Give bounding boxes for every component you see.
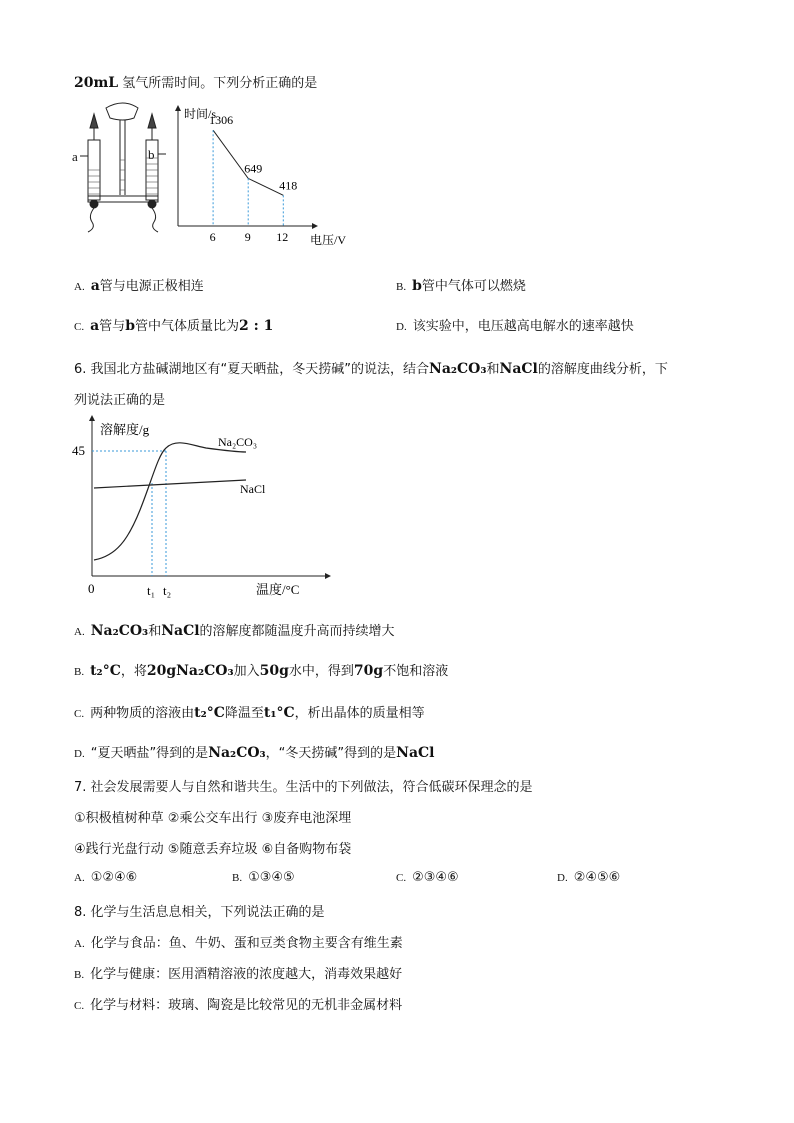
x-tick-12: 12 [276, 230, 289, 244]
q6-option-c[interactable]: C. 两种物质的溶液由t₂°C降温至t₁°C，析出晶体的质量相等 [74, 705, 425, 721]
apparatus-label-b: b [148, 147, 155, 162]
q5-option-b[interactable]: B. b管中气体可以燃烧 [396, 278, 526, 294]
q5-option-d[interactable]: D. 该实验中，电压越高电解水的速率越快 [396, 319, 634, 334]
q5-option-c[interactable]: C. a管与b管中气体质量比为2 : 1 [74, 318, 274, 334]
q7-items-line2: ④践行光盘行动 ⑤随意丢弃垃圾 ⑥自备购物布袋 [74, 842, 352, 857]
solubility-y-tick-45: 45 [72, 443, 85, 458]
nacl-curve [94, 480, 246, 488]
series-label-na2co3: Na₂CO₃ [218, 435, 258, 449]
q6-option-b[interactable]: B. t₂°C，将20gNa₂CO₃加入50g水中，得到70g不饱和溶液 [74, 663, 449, 679]
point-label-649: 649 [244, 161, 263, 176]
apparatus-label-a: a [72, 149, 78, 164]
q8-option-c[interactable]: C. 化学与材料：玻璃、陶瓷是比较常见的无机非金属材料 [74, 998, 403, 1013]
graph-x-label: 电压/V [310, 233, 347, 247]
q8-option-a[interactable]: A. 化学与食品：鱼、牛奶、蛋和豆类食物主要含有维生素 [74, 936, 403, 951]
na2co3-curve [94, 443, 246, 560]
q8-stem: 8. 化学与生活息息相关，下列说法正确的是 [74, 905, 325, 920]
point-label-1306: 1306 [209, 113, 234, 128]
x-tick-6: 6 [209, 230, 216, 244]
electrolysis-apparatus-figure [68, 100, 178, 235]
q8-option-b[interactable]: B. 化学与健康：医用酒精溶液的浓度越大，消毒效果越好 [74, 967, 403, 982]
q7-option-c[interactable]: C. ②③④⑥ [396, 870, 459, 885]
solubility-t1: t₁ [147, 583, 156, 598]
q6-option-d[interactable]: D. “夏天晒盐”得到的是Na₂CO₃，“冬天捞碱”得到的是NaCl [74, 745, 435, 761]
q5-intro-volume: 20mL [74, 75, 119, 91]
q7-option-d[interactable]: D. ②④⑤⑥ [557, 870, 621, 885]
q7-option-a[interactable]: A. ①②④⑥ [74, 870, 138, 885]
solubility-origin: 0 [88, 581, 95, 596]
solubility-t2: t₂ [163, 583, 172, 598]
solubility-y-label: 溶解度/g [100, 422, 150, 437]
graph-y-label: 时间/s [184, 107, 217, 121]
q7-option-b[interactable]: B. ①③④⑤ [232, 870, 295, 885]
x-tick-9: 9 [244, 230, 251, 244]
q7-stem: 7. 社会发展需要人与自然和谐共生。生活中的下列做法，符合低碳环保理念的是 [74, 780, 533, 795]
q5-intro-text: 氢气所需时间。下列分析正确的是 [122, 76, 318, 91]
q6-option-a[interactable]: A. Na₂CO₃和NaCl的溶解度都随温度升高而持续增大 [74, 623, 395, 639]
time-voltage-graph [170, 100, 360, 250]
solubility-chart [66, 410, 336, 605]
point-label-418: 418 [279, 178, 298, 193]
series-label-nacl: NaCl [240, 482, 266, 496]
solubility-x-label: 温度/°C [256, 582, 300, 597]
q5-option-a[interactable]: A. a管与电源正极相连 [74, 278, 204, 294]
q6-stem-line2: 列说法正确的是 [74, 393, 166, 408]
q7-items-line1: ①积极植树种草 ②乘公交车出行 ③废弃电池深埋 [74, 811, 352, 826]
q6-stem-line1: 6. 我国北方盐碱湖地区有“夏天晒盐，冬天捞碱”的说法，结合Na₂CO₃和NaCl的溶解度曲线分析，下 [74, 361, 668, 377]
q5-intro [74, 72, 317, 91]
